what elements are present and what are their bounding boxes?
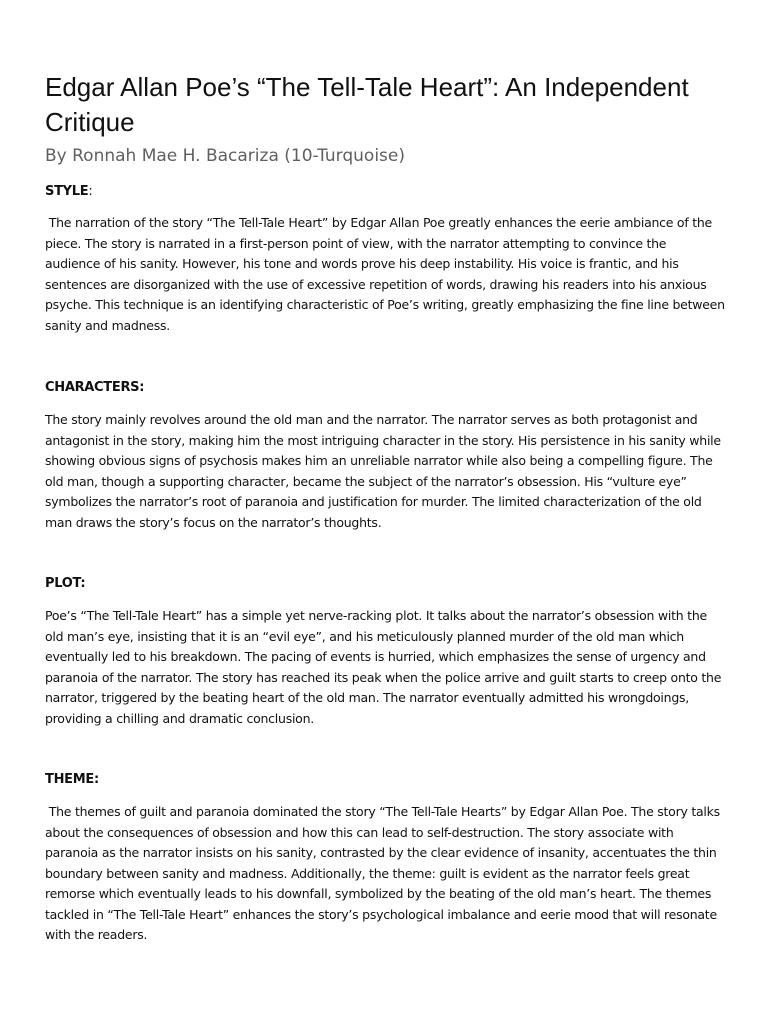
section-heading-theme: THEME: [45,772,99,787]
section-characters [45,378,725,533]
section-body-characters: The story mainly revolves around the old man and the narrator. The narrator serves as both protagonist and antagonist in the story, making him the most intriguing character in the story. His persistence in his sanity while showing obvious signs of psychosis makes him an unreliable narrator while also being a compelling figure. The old man, though a supporting character, became the subject of the narrator’s obsession. His “vulture eye” symbolizes the narrator’s root of paranoia and justification for murder. The limited characterization of the old man draws the story’s focus on the narrator’s thoughts. [45,412,725,530]
section-heading-style-label: STYLE [45,184,89,199]
section-body-style: The narration of the story “The Tell-Tale Heart” by Edgar Allan Poe greatly enhances the eerie ambiance of the piece. The story is narrated in a first-person point of view, with the narrator attempting to convince the audience of his sanity. However, his tone and words prove his deep instability. His voice is frantic, and his sentences are disorganized with the use of excessive repetition of words, drawing his readers into his anxious psyche. This technique is an identifying characteristic of Poe’s writing, greatly emphasizing the fine line between sanity and madness. [45,215,729,333]
section-heading-style-colon: : [88,184,93,199]
section-theme [45,770,725,946]
document-title: Edgar Allan Poe’s “The Tell-Tale Heart”: An Independent Critique [45,72,689,137]
document-page [45,70,729,946]
section-heading-plot: PLOT: [45,576,86,591]
section-body-plot: Poe’s “The Tell-Tale Heart” has a simple yet nerve-racking plot. It talks about the narrator’s obsession with the old man’s eye, insisting that it is an “evil eye”, and his meticulously planned murder of the old man which eventually led to his breakdown. The pacing of events is hurried, which emphasizes the sense of urgency and paranoia of the narrator. The story has reached its peak when the police arrive and guilt starts to creep onto the narrator, triggered by the beating heart of the old man. The narrator eventually admitted his wrongdoings, providing a chilling and dramatic conclusion. [45,608,725,726]
section-plot [45,574,725,729]
author-byline: By Ronnah Mae H. Bacariza (10-Turquoise) [45,146,406,166]
section-heading-style [45,182,725,202]
section-style [45,182,729,336]
section-heading-characters: CHARACTERS: [45,380,145,395]
section-body-theme: The themes of guilt and paranoia dominated the story “The Tell-Tale Hearts” by Edgar Allan Poe. The story talks about the consequences of obsession and how this can lead to self-destruction. The story associate with paranoia as the narrator insists on his sanity, contrasted by the clear evidence of insanity, accentuates the thin boundary between sanity and madness. Additionally, the theme: guilt is evident as the narrator feels great remorse which eventually leads to his downfall, symbolized by the beating of the old man’s heart. The themes tackled in “The Tell-Tale Heart” enhances the story’s psychological imbalance and eerie mood that will resonate with the readers. [45,804,724,942]
